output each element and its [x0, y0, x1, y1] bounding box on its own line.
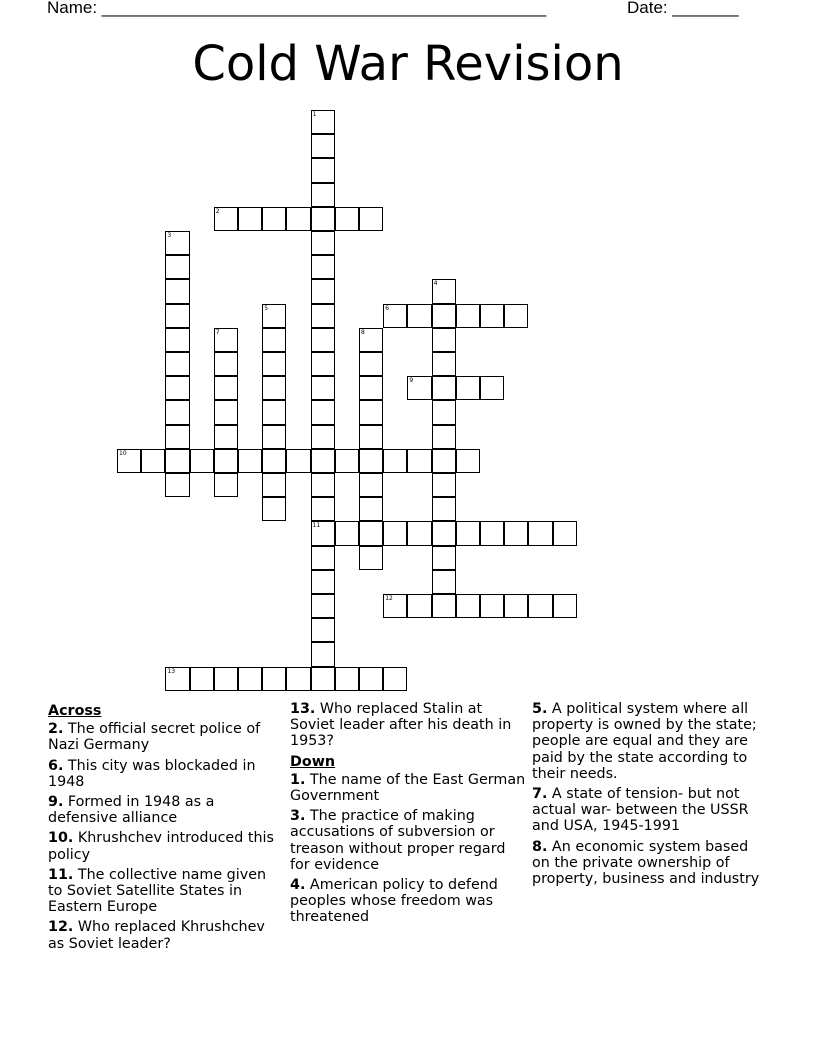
clue-down-3: [290, 808, 526, 873]
crossword-cell[interactable]: [480, 521, 504, 545]
crossword-cell[interactable]: [311, 279, 335, 303]
cell-number: 8: [361, 328, 365, 336]
crossword-cell[interactable]: [359, 207, 383, 231]
crossword-cell[interactable]: [407, 521, 431, 545]
crossword-cell[interactable]: [383, 667, 407, 691]
crossword-cell[interactable]: [504, 521, 528, 545]
crossword-cell[interactable]: [528, 594, 552, 618]
crossword-cell[interactable]: [432, 594, 456, 618]
clue-text: A political system where all property is owned by the state; people are equal and they are paid by the state according to their needs.: [532, 701, 757, 782]
clue-text: The practice of making accusations of subversion or treason without proper regard for evidence: [290, 808, 506, 873]
crossword-cell[interactable]: [262, 449, 286, 473]
crossword-cell[interactable]: [504, 304, 528, 328]
crossword-cell[interactable]: [190, 449, 214, 473]
crossword-cell[interactable]: [165, 376, 189, 400]
crossword-cell[interactable]: [262, 328, 286, 352]
crossword-cell[interactable]: [480, 304, 504, 328]
clue-across-10: [48, 830, 284, 862]
crossword-cell[interactable]: [311, 449, 335, 473]
clue-number: 3.: [290, 808, 306, 825]
crossword-cell[interactable]: [214, 352, 238, 376]
crossword-cell[interactable]: [311, 667, 335, 691]
crossword-cell[interactable]: [335, 449, 359, 473]
crossword-cell[interactable]: [238, 449, 262, 473]
crossword-cell[interactable]: [359, 497, 383, 521]
crossword-cell[interactable]: [407, 376, 431, 400]
clue-down-8: [532, 839, 768, 888]
crossword-cell[interactable]: [335, 667, 359, 691]
crossword-cell[interactable]: [165, 328, 189, 352]
crossword-cell[interactable]: [214, 376, 238, 400]
cell-number: 6: [385, 304, 390, 312]
clue-number: 1.: [290, 771, 306, 788]
crossword-cell[interactable]: [456, 594, 480, 618]
clue-across-2: [48, 721, 284, 753]
crossword-cell[interactable]: [456, 449, 480, 473]
cell-number: 4: [433, 280, 438, 288]
crossword-cell[interactable]: [311, 328, 335, 352]
crossword-cell[interactable]: [262, 425, 286, 449]
clue-number: 5.: [532, 701, 548, 717]
crossword-cell[interactable]: [214, 425, 238, 449]
crossword-cell[interactable]: [165, 400, 189, 424]
crossword-cell[interactable]: [311, 304, 335, 328]
crossword-cell[interactable]: [311, 497, 335, 521]
crossword-cell[interactable]: [311, 183, 335, 207]
cell-number: 5: [264, 304, 269, 312]
crossword-cell[interactable]: [432, 376, 456, 400]
crossword-cell[interactable]: [359, 352, 383, 376]
clue-text: Who replaced Stalin at Soviet leader after his death in 1953?: [290, 701, 512, 750]
crossword-cell[interactable]: [432, 449, 456, 473]
crossword-cell[interactable]: [311, 594, 335, 618]
clues-column-1: [48, 701, 284, 956]
clue-down-5: [532, 701, 768, 782]
clue-number: 10.: [48, 830, 74, 847]
crossword-cell[interactable]: [286, 667, 310, 691]
clue-across-13: [290, 701, 526, 750]
clue-number: 6.: [48, 757, 64, 774]
clue-down-4: [290, 877, 526, 926]
crossword-cell[interactable]: [480, 376, 504, 400]
crossword-cell[interactable]: [359, 328, 383, 352]
crossword-cell[interactable]: [311, 376, 335, 400]
crossword-cell[interactable]: [165, 667, 189, 691]
cell-number: 13: [167, 667, 176, 675]
clues-column-3: [532, 701, 768, 891]
crossword-cell[interactable]: [311, 570, 335, 594]
crossword-cell[interactable]: [311, 255, 335, 279]
crossword-cell[interactable]: [432, 546, 456, 570]
crossword-cell[interactable]: [311, 425, 335, 449]
crossword-cell[interactable]: [359, 449, 383, 473]
crossword-cell[interactable]: [432, 328, 456, 352]
crossword-cell[interactable]: [553, 594, 577, 618]
crossword-cell[interactable]: [432, 304, 456, 328]
clue-text: Who replaced Khrushchev as Soviet leader?: [48, 919, 265, 952]
clue-number: 11.: [48, 866, 74, 883]
crossword-cell[interactable]: [359, 521, 383, 545]
clue-down-7: [532, 786, 768, 835]
date-line: Date: _______: [627, 0, 739, 17]
clue-text: Formed in 1948 as a defensive alliance: [48, 794, 215, 827]
clue-number: 13.: [290, 701, 316, 717]
crossword-cell[interactable]: [311, 207, 335, 231]
cell-number: 10: [119, 449, 127, 457]
clue-number: 4.: [290, 877, 306, 894]
clue-number: 9.: [48, 794, 64, 811]
clue-text: A state of tension- but not actual war- between the USSR and USA, 1945-1991: [532, 786, 749, 835]
crossword-cell[interactable]: [311, 521, 335, 545]
crossword-cell[interactable]: [383, 521, 407, 545]
crossword-cell[interactable]: [359, 473, 383, 497]
crossword-cell[interactable]: [214, 449, 238, 473]
crossword-cell[interactable]: [311, 352, 335, 376]
crossword-cell[interactable]: [165, 473, 189, 497]
crossword-cell[interactable]: [262, 304, 286, 328]
clue-text: This city was blockaded in 1948: [48, 757, 256, 790]
clue-across-6: [48, 758, 284, 790]
clue-across-9: [48, 794, 284, 826]
crossword-cell[interactable]: [456, 376, 480, 400]
crossword-cell[interactable]: [407, 594, 431, 618]
cell-number: 12: [385, 595, 393, 602]
clues-column-2: [290, 701, 526, 930]
crossword-cell[interactable]: [311, 231, 335, 255]
crossword-cell[interactable]: [383, 449, 407, 473]
crossword-cell[interactable]: [432, 570, 456, 594]
crossword-cell[interactable]: [165, 352, 189, 376]
crossword-cell[interactable]: [141, 449, 165, 473]
crossword-cell[interactable]: [262, 352, 286, 376]
crossword-cell[interactable]: [214, 328, 238, 352]
clue-across-11: [48, 867, 284, 916]
cell-number: 7: [215, 328, 220, 336]
clue-text: Khrushchev introduced this policy: [48, 830, 274, 863]
crossword-cell[interactable]: [262, 400, 286, 424]
clue-text: The official secret police of Nazi Germany: [48, 721, 261, 754]
crossword-cell[interactable]: [432, 521, 456, 545]
crossword-cell[interactable]: [311, 546, 335, 570]
crossword-cell[interactable]: [383, 594, 407, 618]
crossword-cell[interactable]: [359, 376, 383, 400]
crossword-cell[interactable]: [262, 473, 286, 497]
crossword-cell[interactable]: [190, 667, 214, 691]
crossword-cell[interactable]: [286, 449, 310, 473]
clue-number: 7.: [532, 786, 548, 803]
crossword-cell[interactable]: [432, 400, 456, 424]
crossword-cell[interactable]: [311, 134, 335, 158]
crossword-cell[interactable]: [238, 207, 262, 231]
crossword-cell[interactable]: [528, 521, 552, 545]
clue-down-1: [290, 772, 526, 804]
crossword-cell[interactable]: [311, 618, 335, 642]
cell-number: 1: [312, 111, 317, 118]
cell-number: 9: [409, 377, 414, 385]
crossword-cell[interactable]: [214, 667, 238, 691]
crossword-cell[interactable]: [311, 400, 335, 424]
crossword-cell[interactable]: [262, 207, 286, 231]
crossword-cell[interactable]: [504, 594, 528, 618]
crossword-cell[interactable]: [214, 400, 238, 424]
crossword-cell[interactable]: [359, 425, 383, 449]
clue-text: American policy to defend peoples whose freedom was threatened: [290, 877, 498, 926]
crossword-cell[interactable]: [165, 231, 189, 255]
crossword-cell[interactable]: [335, 207, 359, 231]
crossword-cell[interactable]: [432, 473, 456, 497]
cell-number: 11: [312, 522, 321, 530]
crossword-cell[interactable]: [407, 304, 431, 328]
clue-number: 12.: [48, 919, 74, 936]
clue-text: An economic system based on the private ownership of property, business and industry: [532, 838, 760, 888]
clue-text: The name of the East German Government: [290, 771, 526, 805]
crossword-cell[interactable]: [262, 667, 286, 691]
crossword-cell[interactable]: [359, 400, 383, 424]
across-heading: Across: [48, 703, 102, 719]
crossword-cell[interactable]: [214, 207, 238, 231]
crossword-cell[interactable]: [165, 425, 189, 449]
crossword-cell[interactable]: [165, 279, 189, 303]
crossword-cell[interactable]: [311, 110, 335, 134]
crossword-cell[interactable]: [311, 158, 335, 182]
crossword-cell[interactable]: [359, 667, 383, 691]
crossword-cell[interactable]: [553, 521, 577, 545]
crossword-cell[interactable]: [238, 667, 262, 691]
crossword-cell[interactable]: [117, 449, 141, 473]
crossword-cell[interactable]: [262, 376, 286, 400]
crossword-cell[interactable]: [432, 352, 456, 376]
crossword-cell[interactable]: [456, 304, 480, 328]
crossword-cell[interactable]: [311, 642, 335, 666]
crossword-cell[interactable]: [286, 207, 310, 231]
page-title: Cold War Revision: [192, 36, 624, 92]
crossword-cell[interactable]: [165, 255, 189, 279]
crossword-cell[interactable]: [335, 521, 359, 545]
cell-number: 3: [167, 232, 172, 239]
crossword-cell[interactable]: [311, 473, 335, 497]
crossword-cell[interactable]: [262, 497, 286, 521]
cell-number: 2: [215, 207, 220, 215]
crossword-cell[interactable]: [432, 279, 456, 303]
clue-text: The collective name given to Soviet Satellite States in Eastern Europe: [48, 866, 267, 916]
crossword-cell[interactable]: [383, 304, 407, 328]
name-line: Name: _______________________________________________: [47, 0, 547, 17]
crossword-cell[interactable]: [165, 449, 189, 473]
crossword-cell[interactable]: [480, 594, 504, 618]
crossword-cell[interactable]: [456, 521, 480, 545]
clue-across-12: [48, 919, 284, 951]
clue-number: 2.: [48, 721, 64, 738]
crossword-cell[interactable]: [165, 304, 189, 328]
crossword-cell[interactable]: [214, 473, 238, 497]
crossword-cell[interactable]: [432, 425, 456, 449]
clue-number: 8.: [532, 838, 548, 855]
down-heading: Down: [290, 753, 336, 770]
crossword-cell[interactable]: [432, 497, 456, 521]
crossword-cell[interactable]: [359, 546, 383, 570]
crossword-cell[interactable]: [407, 449, 431, 473]
